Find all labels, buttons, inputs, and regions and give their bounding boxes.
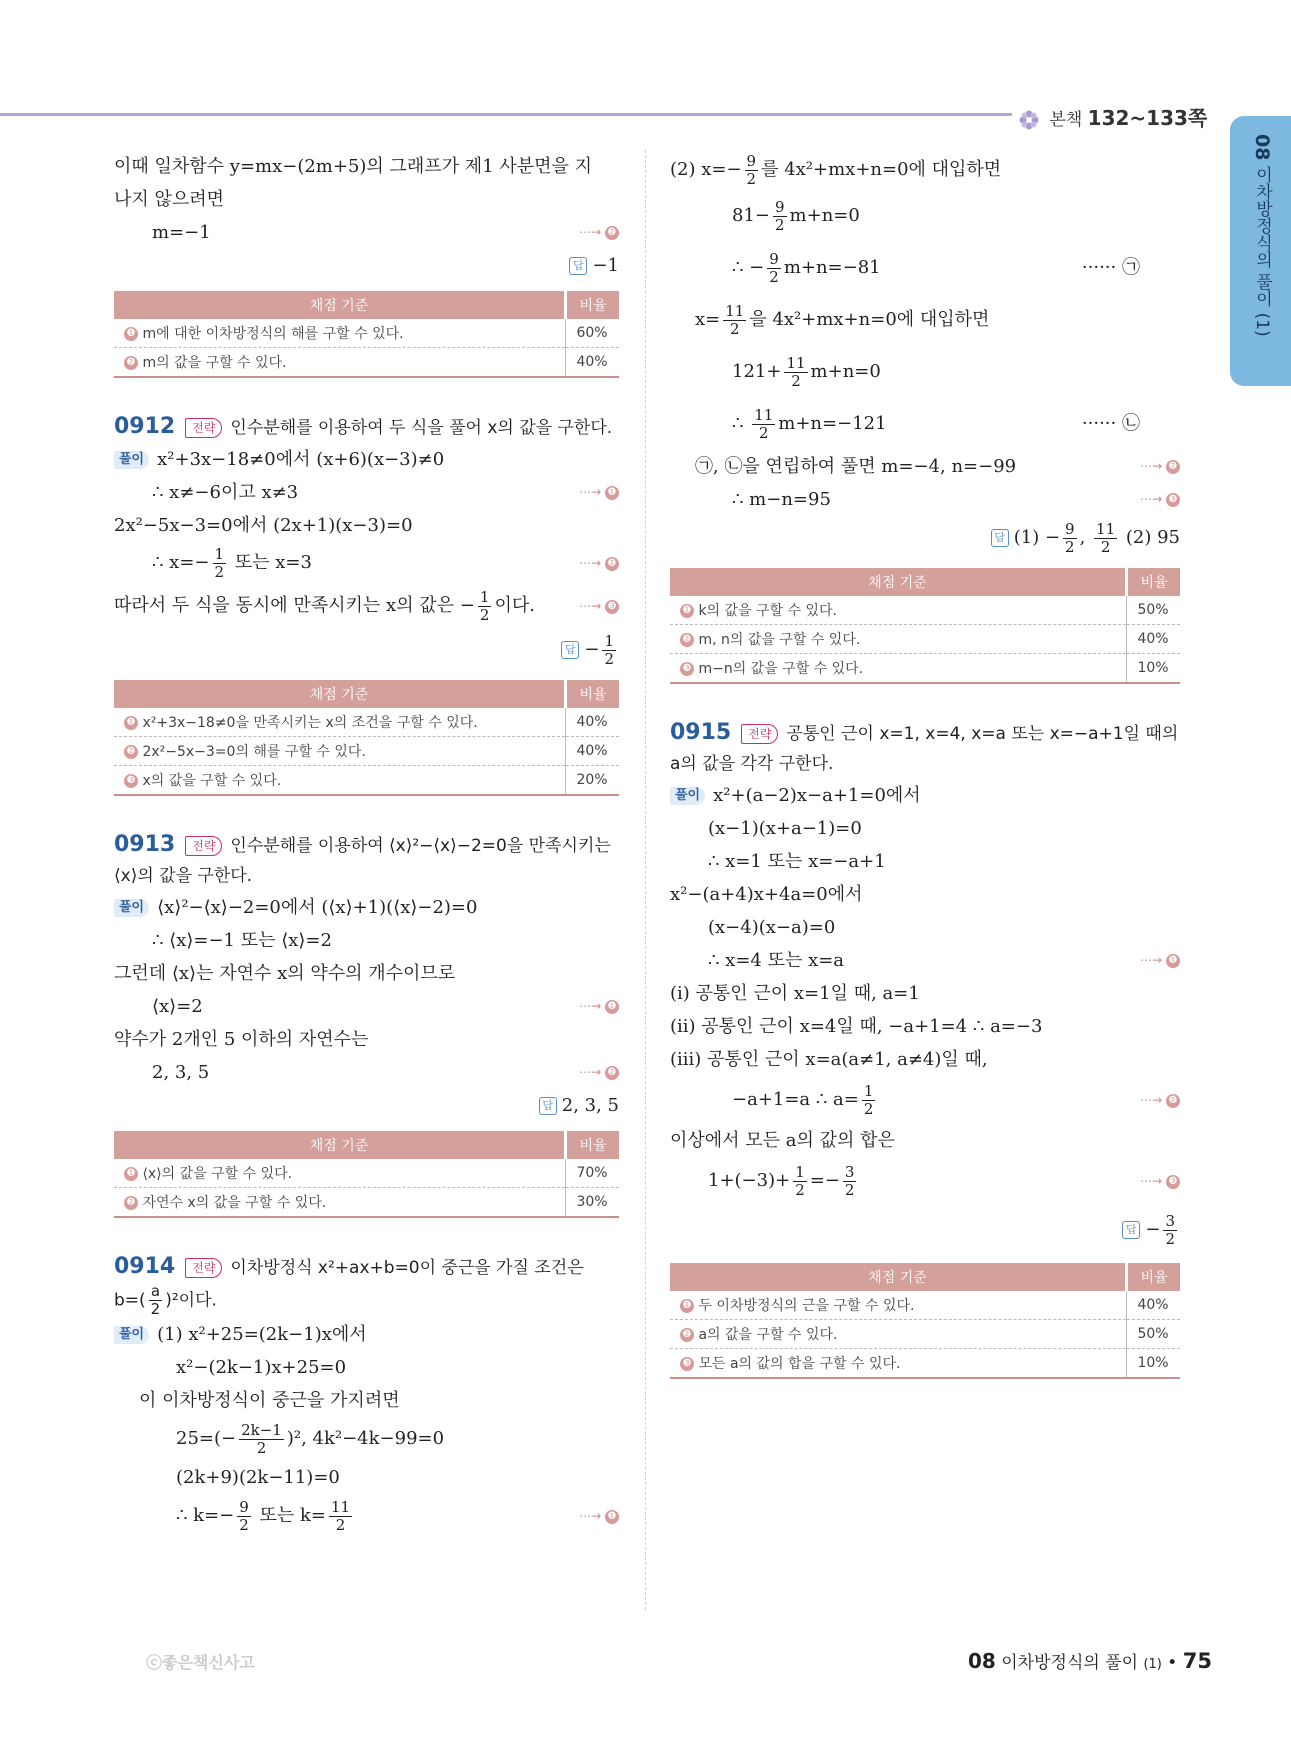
label-k2: ······ ㉡ bbox=[1081, 413, 1140, 434]
answer-0912: 답 − $\frac{1}{2}$ bbox=[114, 628, 619, 672]
problem-0912-header bbox=[114, 412, 619, 443]
grading-table-0913: 채점 기준 비율 ❶ ⟨x⟩의 값을 구할 수 있다. 70% ❷ 자연수 x의 값을 구할 수 있다. 30% bbox=[114, 1131, 619, 1218]
step-marker-2: ⋯→ ❷ bbox=[579, 542, 619, 584]
solution-line: 풀이 x²+(a−2)x−a+1=0에서 bbox=[670, 779, 1180, 812]
answer-0913: 답 2, 3, 5 bbox=[114, 1089, 619, 1123]
answer-intro bbox=[114, 249, 619, 283]
solution-line: ∴ $\frac{11}{2}$ m+n=−121 ······ ㉡ bbox=[670, 398, 1180, 450]
footer-chapter-num: 08 bbox=[968, 1649, 996, 1673]
solution-line: ∴ − $\frac{9}{2}$ m+n=−81 ······ ㉠ bbox=[670, 242, 1180, 294]
solution-line: ∴ x=1 또는 x=−a+1 bbox=[708, 851, 886, 872]
chapter-side-tab[interactable] bbox=[1230, 116, 1291, 386]
solution-line: x= $\frac{11}{2}$ 을 4x²+mx+n=0에 대입하면 bbox=[695, 301, 990, 338]
solution-line: 풀이 ⟨x⟩²−⟨x⟩−2=0에서 (⟨x⟩+1)(⟨x⟩−2)=0 bbox=[114, 891, 619, 924]
flower-icon bbox=[1018, 109, 1040, 131]
solution-line: ∴ x=4 또는 x=a ⋯→ ❶ bbox=[670, 944, 1180, 977]
step-marker-1: ⋯→ ❶ bbox=[579, 476, 619, 509]
solution-line: (x−4)(x−a)=0 bbox=[708, 917, 836, 938]
solution-line: 이 이차방정식이 중근을 가지려면 bbox=[139, 1390, 400, 1411]
solution-line: 풀이 x²+3x−18≠0에서 (x+6)(x−3)≠0 bbox=[114, 443, 619, 476]
footer-bullet: • bbox=[1167, 1653, 1178, 1673]
solution-line: −a+1=a ∴ a= $\frac{1}{2}$ ⋯→ ❷ bbox=[670, 1076, 1180, 1124]
table-header-criteria: 채점 기준 bbox=[114, 291, 566, 319]
grading-table-0914: 채점 기준 비율 ❶ k의 값을 구할 수 있다. 50% ❷ m, n의 값을 구할 수 있다. 40% ❸ m−n의 값을 구할 수 있다. 10% bbox=[670, 568, 1180, 684]
table-row: ❷ m, n의 값을 구할 수 있다. 40% bbox=[670, 625, 1180, 654]
right-column bbox=[670, 150, 1180, 1387]
solution-line: ∴ x≠−6이고 x≠3 ⋯→ ❶ bbox=[114, 476, 619, 509]
table-row: ❷ 자연수 x의 값을 구할 수 있다. 30% bbox=[114, 1188, 619, 1218]
pageref-pages: 132~133쪽 bbox=[1087, 106, 1208, 130]
intro-line-3 bbox=[114, 216, 619, 249]
intro-line-1: 이때 일차함수 y=mx−(2m+5)의 그래프가 제1 사분면을 지 bbox=[114, 156, 593, 177]
solution-line: 25=(− $\frac{2k-1}{2}$ )², 4k²−4k−99=0 bbox=[176, 1420, 445, 1457]
table-row: ❶ 두 이차방정식의 근을 구할 수 있다. 40% bbox=[670, 1291, 1180, 1320]
solution-line: x²−(2k−1)x+25=0 bbox=[176, 1357, 347, 1378]
table-row: ❶ x²+3x−18≠0을 만족시키는 x의 조건을 구할 수 있다. 40% bbox=[114, 708, 619, 737]
page-reference bbox=[1018, 102, 1207, 131]
table-row: ❶ k의 값을 구할 수 있다. 50% bbox=[670, 596, 1180, 625]
solution-line: 풀이 (1) x²+25=(2k−1)x에서 bbox=[114, 1318, 619, 1351]
solution-line: 81− $\frac{9}{2}$ m+n=0 bbox=[732, 197, 860, 234]
solution-line: (2) x=− $\frac{9}{2}$ 를 4x²+mx+n=0에 대입하면 bbox=[670, 151, 1002, 188]
solution-line: 121+ $\frac{11}{2}$ m+n=0 bbox=[732, 353, 881, 390]
top-rule bbox=[0, 113, 1012, 116]
sidetab-chapter-title: 이차방정식의 풀이 bbox=[1252, 165, 1272, 308]
answer-icon: 답 bbox=[569, 257, 587, 275]
grading-table-intro bbox=[114, 291, 619, 378]
problem-0913-header: 0913 전략 인수분해를 이용하여 ⟨x⟩²−⟨x⟩−2=0을 만족시키는 ⟨x⟩의 값을 구한다. bbox=[114, 832, 611, 886]
solution-line: ∴ x=− $\frac{1}{2}$ 또는 x=3 ⋯→ ❷ bbox=[114, 542, 619, 584]
solution-line: 그런데 ⟨x⟩는 자연수 x의 약수의 개수이므로 bbox=[114, 963, 456, 984]
strategy-text: 인수분해를 이용하여 두 식을 풀어 x의 값을 구한다. bbox=[230, 418, 613, 438]
intro-eq: m=−1 bbox=[152, 222, 211, 243]
solution-line: ∴ m−n=95 ⋯→ ❸ bbox=[670, 483, 1180, 516]
column-divider bbox=[645, 150, 646, 1610]
solution-line: ㉠, ㉡을 연립하여 풀면 m=−4, n=−99 ⋯→ ❷ bbox=[670, 450, 1180, 483]
table-row: ❶ ⟨x⟩의 값을 구할 수 있다. 70% bbox=[114, 1159, 619, 1188]
step-marker-2: ⋯→ ❷ bbox=[579, 216, 619, 249]
solution-line: 2, 3, 5 ⋯→ ❷ bbox=[114, 1056, 619, 1089]
footer-chapter-title: 이차방정식의 풀이 bbox=[1001, 1653, 1139, 1673]
solution-line: ∴ ⟨x⟩=−1 또는 ⟨x⟩=2 bbox=[152, 930, 332, 951]
solution-line: 약수가 2개인 5 이하의 자연수는 bbox=[114, 1029, 369, 1050]
problem-0914-header: 0914 전략 이차방정식 x²+ax+b=0이 중근을 가질 조건은 b=( $\frac{a}{2}$ )²이다. bbox=[114, 1254, 584, 1318]
step-marker-3: ⋯→ ❸ bbox=[579, 584, 619, 628]
answer-intro-value: −1 bbox=[592, 255, 619, 276]
table-row: ❷ m의 값을 구할 수 있다. 40% bbox=[114, 348, 619, 378]
solution-line: ∴ k=− $\frac{9}{2}$ 또는 k= $\frac{11}{2}$ ⋯→ ❶ bbox=[114, 1494, 619, 1538]
table-header-ratio: 비율 bbox=[566, 291, 620, 319]
solution-line: ⟨x⟩=2 ⋯→ ❶ bbox=[114, 990, 619, 1023]
footer-part: (1) bbox=[1143, 1657, 1162, 1672]
table-row: ❸ m−n의 값을 구할 수 있다. 10% bbox=[670, 654, 1180, 684]
table-row: ❸ x의 값을 구할 수 있다. 20% bbox=[114, 766, 619, 796]
pageref-label: 본책 bbox=[1049, 110, 1083, 130]
sidetab-part: (1) bbox=[1252, 312, 1272, 337]
solution-line: (2k+9)(2k−11)=0 bbox=[176, 1467, 340, 1488]
label-k1: ······ ㉠ bbox=[1081, 257, 1140, 278]
problem-number: 0912 bbox=[114, 414, 176, 439]
table-row: ❷ a의 값을 구할 수 있다. 50% bbox=[670, 1320, 1180, 1349]
solution-line: 따라서 두 식을 동시에 만족시키는 x의 값은 − $\frac{1}{2}$ 이다. ⋯→ ❸ bbox=[114, 584, 619, 628]
page-number: 75 bbox=[1182, 1649, 1212, 1673]
intro-line-2: 나지 않으려면 bbox=[114, 189, 225, 210]
strategy-tag: 전략 bbox=[185, 418, 222, 438]
solution-line: (iii) 공통인 근이 x=a(a≠1, a≠4)일 때, bbox=[670, 1049, 988, 1070]
grading-table-0912: 채점 기준 비율 ❶ x²+3x−18≠0을 만족시키는 x의 조건을 구할 수 있다. 40% ❷ 2x²−5x−3=0의 해를 구할 수 있다. 40% ❸ x의 값을 구할 수 있다. 20% bbox=[114, 680, 619, 796]
solution-line: (ii) 공통인 근이 x=4일 때, −a+1=4 ∴ a=−3 bbox=[670, 1016, 1043, 1037]
solution-line: 2x²−5x−3=0에서 (2x+1)(x−3)=0 bbox=[114, 515, 413, 536]
answer-0914: 답 (1) − $\frac{9}{2}$ , $\frac{11}{2}$ (2) 95 bbox=[670, 516, 1180, 560]
solution-tag: 풀이 bbox=[114, 451, 149, 469]
table-row: ❸ 모든 a의 값의 합을 구할 수 있다. 10% bbox=[670, 1349, 1180, 1379]
solution-line: x²−(a+4)x+4a=0에서 bbox=[670, 884, 863, 905]
grading-table-0915: 채점 기준 비율 ❶ 두 이차방정식의 근을 구할 수 있다. 40% ❷ a의 값을 구할 수 있다. 50% ❸ 모든 a의 값의 합을 구할 수 있다. 10% bbox=[670, 1263, 1180, 1379]
table-row: ❶ m에 대한 이차방정식의 해를 구할 수 있다. 60% bbox=[114, 319, 619, 348]
publisher-mark: ⓒ좋은책신사고 bbox=[146, 1653, 255, 1672]
solution-line: (i) 공통인 근이 x=1일 때, a=1 bbox=[670, 983, 920, 1004]
table-row: ❷ 2x²−5x−3=0의 해를 구할 수 있다. 40% bbox=[114, 737, 619, 766]
problem-0915-header: 0915 전략 공통인 근이 x=1, x=4, x=a 또는 x=−a+1일 때의 a의 값을 각각 구한다. bbox=[670, 720, 1179, 774]
sidetab-chapter-num: 08 bbox=[1251, 134, 1273, 161]
solution-line: (x−1)(x+a−1)=0 bbox=[708, 818, 862, 839]
left-column bbox=[114, 150, 619, 1538]
solution-line: 이상에서 모든 a의 값의 합은 bbox=[670, 1130, 895, 1151]
answer-0915: 답 − $\frac{3}{2}$ bbox=[670, 1205, 1180, 1255]
solution-line: 1+(−3)+ $\frac{1}{2}$ =− $\frac{3}{2}$ ⋯→ ❸ bbox=[670, 1157, 1180, 1205]
footer-chapter bbox=[968, 1648, 1212, 1673]
